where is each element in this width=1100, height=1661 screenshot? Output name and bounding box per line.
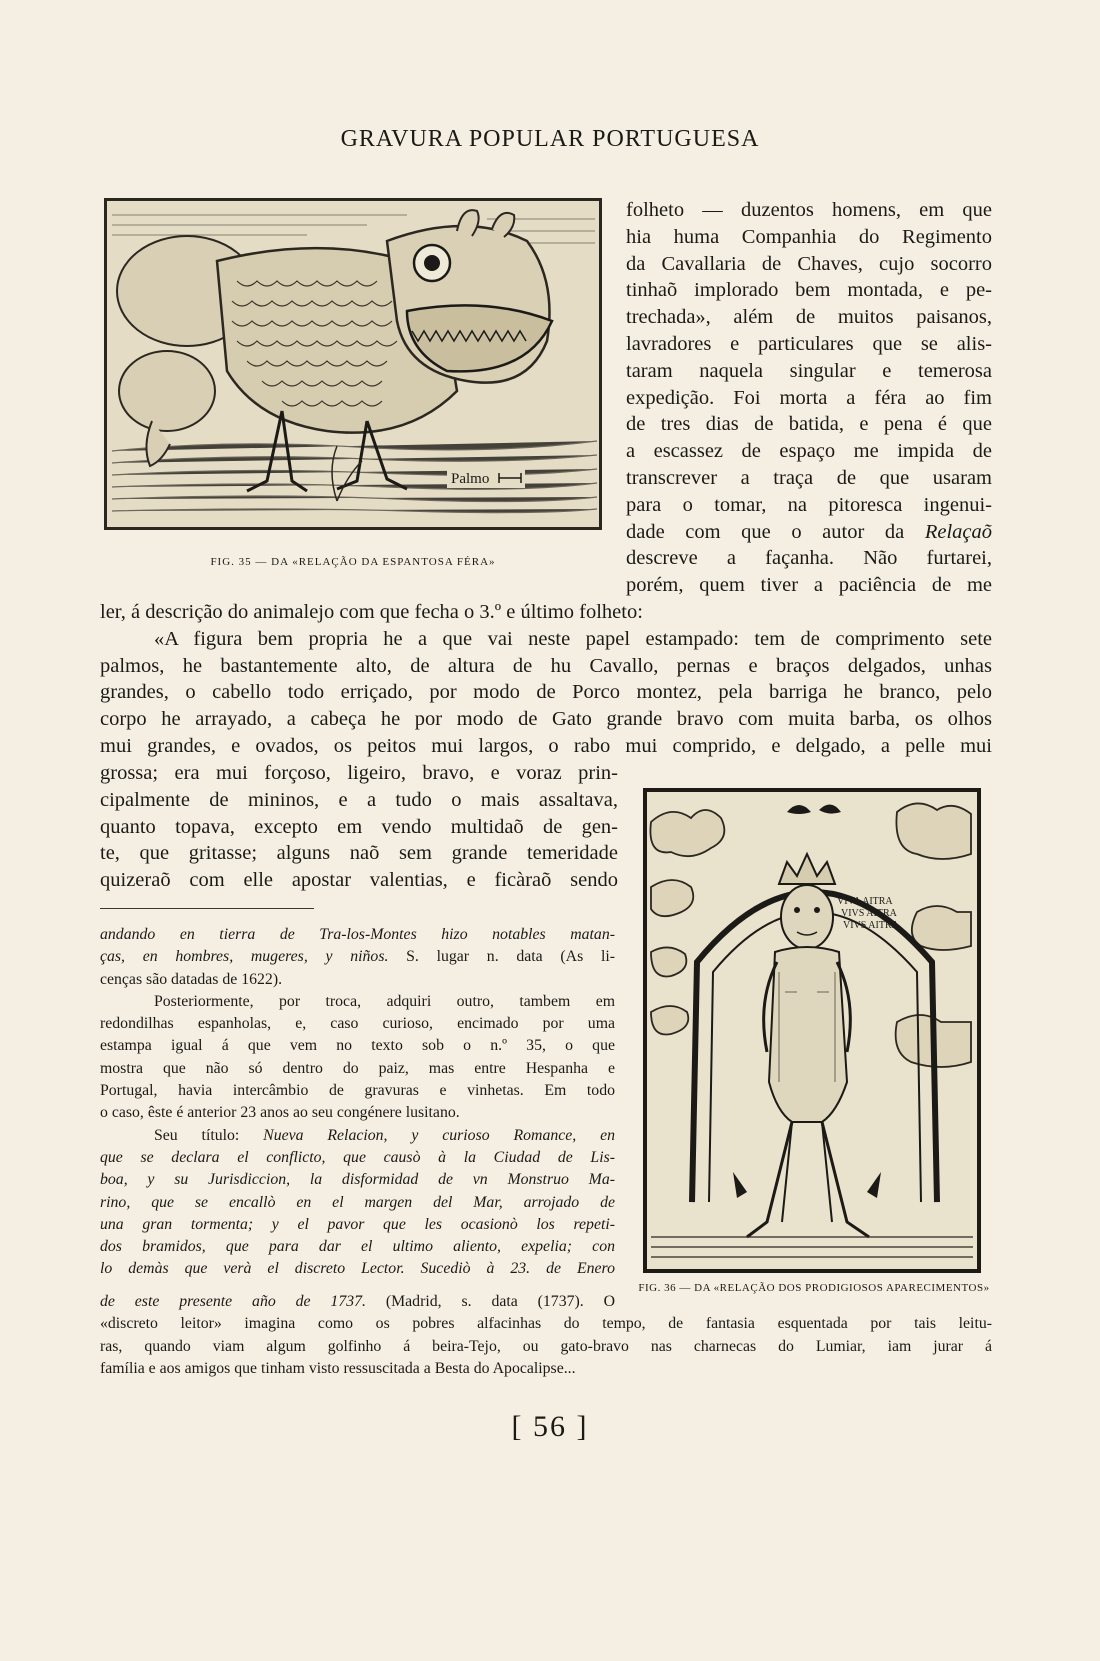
- footnote-line: Posteriormente, por troca, adquiri outro, tambem em: [154, 992, 615, 1010]
- text-line: ler, á descrição do animalejo com que fecha o 3.º e último folheto:: [100, 601, 643, 623]
- text-line: «A figura bem propria he a que vai neste papel estampado: tem de comprimento sete: [154, 627, 992, 650]
- figure-36-woodcut: [643, 788, 981, 1273]
- text-line: quanto topava, excepto em vendo multidaõ de gen-: [100, 815, 618, 838]
- footnote-line: «discreto leitor» imagina como os pobres alfacinhas do tempo, de fantasia esquentada por tais leitu-: [100, 1315, 992, 1333]
- footnote-line: de este presente año de 1737. (Madrid, s. data (1737). O: [100, 1293, 616, 1310]
- footnote-line: boa, y su Jurisdiccion, la disformidad de vn Monstruo Ma-: [100, 1171, 615, 1189]
- text-line: lavradores e particulares que se alis-: [626, 332, 992, 355]
- figure-35-caption: FIG. 35 — DA «RELAÇÃO DA ESPANTOSA FÉRA»: [210, 556, 496, 568]
- monster-engraving: [647, 792, 977, 1269]
- footnote-line: dos bramidos, que para dar el ultimo aliento, expelia; con: [100, 1238, 615, 1256]
- figure-35-woodcut: [104, 198, 602, 530]
- footnote-line: Seu título: Nueva Relacion, y curioso Romance, en: [154, 1126, 615, 1144]
- text-line: expedição. Foi morta a féra ao fim: [626, 386, 992, 409]
- footnote-line: rino, que se encallò en el margen del Mar, arrojado de: [100, 1193, 615, 1211]
- footnote-line: andando en tierra de Tra-los-Montes hizo notables matan-: [100, 926, 615, 943]
- text-line: porém, quem tiver a paciência de me: [626, 574, 992, 597]
- body-text-full-width: [100, 599, 992, 760]
- text-line: transcrever a traça de que usaram: [626, 466, 992, 489]
- footnote-line: Portugal, havia intercâmbio de gravuras e vinhetas. Em todo: [100, 1082, 615, 1100]
- text-line: a escassez de espaço me impida de: [626, 440, 992, 463]
- footnote-line: lo demàs que verà el discreto Lector. Sucediò à 23. de Enero: [100, 1260, 615, 1278]
- footnote-line: família e aos amigos que tinham visto ressuscitada a Besta do Apocalipse...: [100, 1359, 576, 1377]
- footnote-line: redondilhas espanholas, e, caso curioso, encimado por uma: [100, 1015, 615, 1033]
- text-line: grossa; era mui forçoso, ligeiro, bravo, e voraz prin-: [100, 762, 618, 784]
- banner-line-3: VIVS AITRA: [843, 920, 899, 931]
- footnote-line: mostra que não só dentro do paiz, mas entre Hespanha e: [100, 1059, 615, 1077]
- footnotes-full-width: [100, 1291, 992, 1380]
- text-line: grandes, o cabello todo erriçado, por modo de Porco montez, pela barriga he branco, pelo: [100, 681, 992, 704]
- text-line: folheto — duzentos homens, em que: [626, 199, 992, 221]
- footnote-line: cenças são datadas de 1622).: [100, 970, 283, 988]
- footnote-line: que se declara el conflicto, que causò à la Ciudad de Lis-: [100, 1148, 615, 1166]
- text-line: corpo he arrayado, a cabeça he por modo de Gato grande bravo com muita barba, os olhos: [100, 708, 992, 731]
- body-text-right-column: [626, 197, 992, 599]
- text-line: te, que gritasse; alguns naõ sem grande temeridade: [100, 842, 618, 865]
- banner-line-2: VIVS AITRA: [841, 908, 897, 919]
- text-line: cipalmente de mininos, e a tudo o mais assaltava,: [100, 788, 618, 811]
- footnote-line: estampa igual á que vem no texto sob o n.º 35, o que: [100, 1037, 615, 1055]
- footnote-rule: [100, 908, 314, 909]
- banner-line-1: VIVA AITRA: [837, 896, 893, 907]
- footnote-line: una gran tormenta; y el pavor que les ocasionò los repeti-: [100, 1215, 615, 1233]
- text-line: quizeraõ com elle apostar valentias, e ficàraõ sendo: [100, 869, 618, 892]
- text-line: para o tomar, na pitoresca ingenui-: [626, 493, 992, 516]
- text-line: descreve a façanha. Não furtarei,: [626, 547, 992, 570]
- page-number: [ 56 ]: [511, 1410, 589, 1443]
- beast-engraving: [107, 201, 599, 527]
- footnotes-left-column: [100, 924, 615, 1281]
- relacao-italic: Relaçaõ: [924, 520, 993, 543]
- footnote-line: ras, quando viam algum golfinho á beira-Tejo, ou gato-bravo nas charnecas do Lumiar, iam jurar á: [100, 1337, 992, 1355]
- text-line: palmos, he bastantemente alto, de altura de hu Cavallo, pernas e braços delgados, unhas: [100, 654, 992, 677]
- figure-36-caption: FIG. 36 — DA «RELAÇÃO DOS PRODIGIOSOS APARECIMENTOS»: [638, 1282, 990, 1294]
- text-line: da Cavallaria de Chaves, cujo socorro: [626, 252, 992, 275]
- footnote-line: ças, en hombres, mugeres, y niños. S. lugar n. data (As li-: [100, 948, 616, 966]
- palmo-label: Palmo: [451, 471, 490, 487]
- footnote-line: o caso, êste é anterior 23 anos ao seu congénere lusitano.: [100, 1104, 460, 1122]
- text-line: hia huma Companhia do Regimento: [626, 225, 992, 248]
- text-line-with-italic: dade com que o autor da Relaçaõ: [626, 520, 993, 543]
- text-line: de tres dias de batida, e pena é que: [626, 413, 992, 436]
- text-line: taram naquela singular e temerosa: [626, 359, 992, 382]
- body-text-left-column: [100, 760, 618, 894]
- text-line: mui grandes, e ovados, os peitos mui largos, o rabo mui comprido, e delgado, a pelle mui: [100, 734, 992, 757]
- text-line: tinhaõ implorado bem montada, e pe-: [626, 279, 992, 302]
- text-line: trechada», além de muitos paisanos,: [626, 306, 992, 329]
- running-header: GRAVURA POPULAR PORTUGUESA: [340, 126, 760, 152]
